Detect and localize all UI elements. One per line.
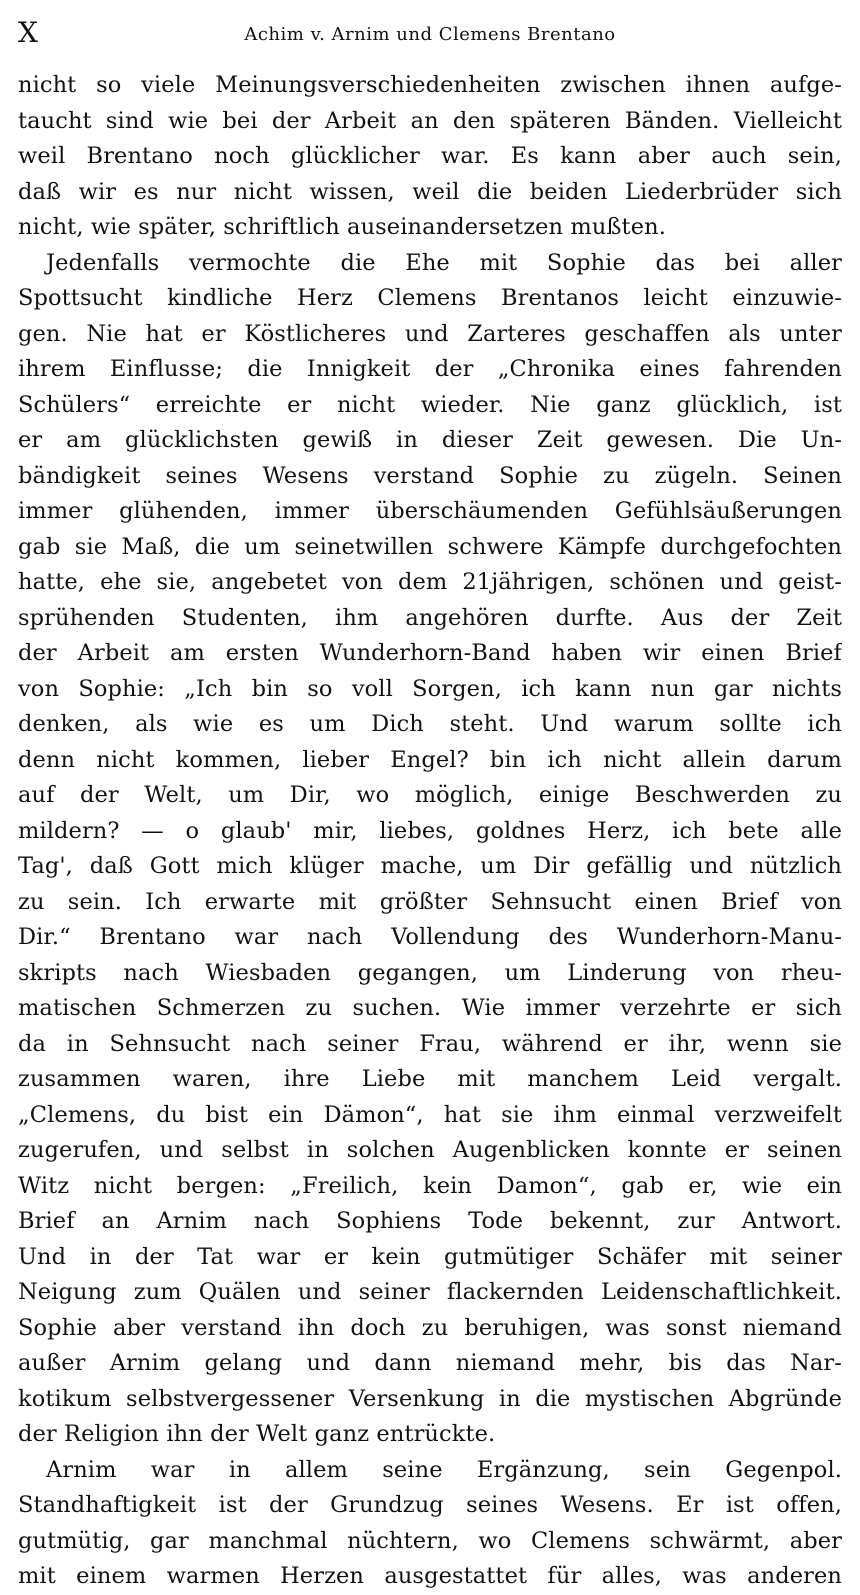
- text-line: weil Brentano noch glücklicher war. Es kann aber auch sein,: [18, 143, 842, 169]
- text-line: immer glühenden, immer überschäumenden Gefühlsäußerungen: [18, 498, 842, 524]
- body-text: [18, 68, 842, 1595]
- text-line: auf der Welt, um Dir, wo möglich, einige Beschwerden zu: [18, 782, 842, 808]
- text-line: zusammen waren, ihre Liebe mit manchem Leid vergalt.: [18, 1066, 842, 1092]
- text-line: taucht sind wie bei der Arbeit an den späteren Bänden. Vielleicht: [18, 107, 842, 134]
- text-line: denken, als wie es um Dich steht. Und warum sollte ich: [18, 711, 842, 737]
- text-line: matischen Schmerzen zu suchen. Wie immer verzehrte er sich: [18, 995, 842, 1021]
- text-line: gen. Nie hat er Köstlicheres und Zarteres geschaffen als unter: [18, 320, 842, 347]
- text-line: Spottsucht kindliche Herz Clemens Brentanos leicht einzuwie-: [18, 285, 842, 311]
- text-line: hatte, ehe sie, angebetet von dem 21jährigen, schönen und geist-: [18, 569, 842, 595]
- text-line: „Clemens, du bist ein Dämon“, hat sie ihm einmal verzweifelt: [18, 1101, 842, 1128]
- text-line: sprühenden Studenten, ihm angehören durfte. Aus der Zeit: [18, 604, 842, 631]
- paragraph-first-line: Jedenfalls vermochte die Ehe mit Sophie das bei aller: [46, 249, 842, 276]
- paragraph-first-line: Arnim war in allem seine Ergänzung, sein Gegenpol.: [46, 1456, 842, 1483]
- text-line: Neigung zum Quälen und seiner flackernden Leidenschaftlichkeit.: [18, 1279, 842, 1305]
- text-line: denn nicht kommen, lieber Engel? bin ich nicht allein darum: [18, 746, 842, 773]
- text-line: gab sie Maß, die um seinetwillen schwere Kämpfe durchgefochten: [18, 533, 842, 560]
- running-title: Achim v. Arnim und Clemens Brentano: [244, 24, 616, 45]
- text-line: zu sein. Ich erwarte mit größter Sehnsucht einen Brief von: [18, 888, 842, 915]
- text-line: mit einem warmen Herzen ausgestattet für alles, was anderen: [18, 1563, 842, 1589]
- text-line: außer Arnim gelang und dann niemand mehr, bis das Nar-: [18, 1350, 842, 1376]
- text-line: Witz nicht bergen: „Freilich, kein Damon“, gab er, wie ein: [18, 1172, 842, 1199]
- text-line: Tag', daß Gott mich klüger mache, um Dir gefällig und nützlich: [18, 853, 842, 879]
- text-line: nicht, wie später, schriftlich auseinandersetzen mußten.: [18, 214, 666, 240]
- text-line: Brief an Arnim nach Sophiens Tode bekennt, zur Antwort.: [18, 1208, 842, 1234]
- running-head: [18, 18, 842, 58]
- text-line: bändigkeit seines Wesens verstand Sophie zu zügeln. Seinen: [18, 462, 842, 489]
- text-line: von Sophie: „Ich bin so voll Sorgen, ich kann nun gar nichts: [18, 675, 842, 702]
- text-line: skripts nach Wiesbaden gegangen, um Linderung von rheu-: [18, 959, 842, 986]
- text-line: Sophie aber verstand ihn doch zu beruhigen, was sonst niemand: [18, 1314, 842, 1341]
- text-line: mildern? — o glaub' mir, liebes, goldnes Herz, ich bete alle: [18, 817, 842, 844]
- text-line: nicht so viele Meinungsverschiedenheiten zwischen ihnen aufge-: [18, 72, 842, 98]
- text-line: Dir.“ Brentano war nach Vollendung des Wunderhorn-Manu-: [18, 924, 842, 950]
- text-line: der Arbeit am ersten Wunderhorn-Band haben wir einen Brief: [18, 640, 842, 666]
- text-line: daß wir es nur nicht wissen, weil die beiden Liederbrüder sich: [18, 178, 842, 205]
- text-line: da in Sehnsucht nach seiner Frau, während er ihr, wenn sie: [18, 1030, 842, 1057]
- text-line: gutmütig, gar manchmal nüchtern, wo Clemens schwärmt, aber: [18, 1527, 842, 1554]
- text-line: Standhaftigkeit ist der Grundzug seines Wesens. Er ist offen,: [18, 1492, 842, 1518]
- text-line: zugerufen, und selbst in solchen Augenblicken konnte er seinen: [18, 1137, 842, 1163]
- document-page: [18, 18, 842, 1595]
- text-line: der Religion ihn der Welt ganz entrückte.: [18, 1421, 496, 1447]
- text-line: Und in der Tat war er kein gutmütiger Schäfer mit seiner: [18, 1243, 842, 1270]
- page-number: X: [18, 16, 38, 49]
- text-line: Schülers“ erreichte er nicht wieder. Nie ganz glücklich, ist: [18, 391, 842, 418]
- text-line: er am glücklichsten gewiß in dieser Zeit gewesen. Die Un-: [18, 427, 842, 453]
- text-line: ihrem Einflusse; die Innigkeit der „Chronika eines fahrenden: [18, 356, 842, 382]
- text-line: kotikum selbstvergessener Versenkung in die mystischen Abgründe: [18, 1385, 842, 1412]
